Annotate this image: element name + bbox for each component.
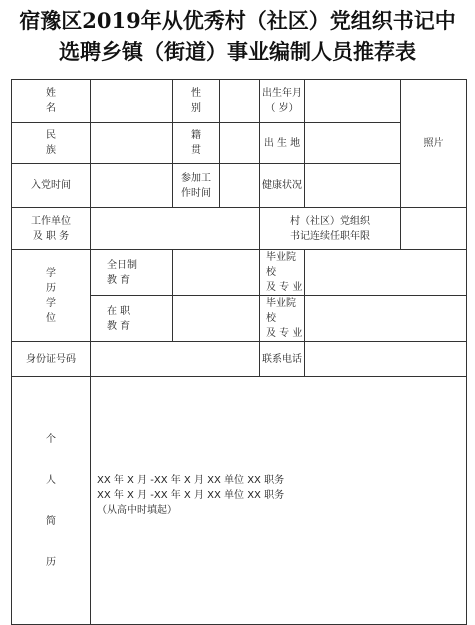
- work-start-label-line-2: 作时间: [181, 187, 211, 199]
- fulltime-label-line-1: 全日制: [107, 259, 137, 271]
- resume-note: （从高中时填起）: [97, 505, 177, 516]
- inservice-school-field[interactable]: [305, 296, 467, 342]
- native-place-field[interactable]: [220, 123, 260, 164]
- inservice-school-label: [260, 296, 305, 342]
- work-unit-field[interactable]: [91, 208, 260, 250]
- education-label: [12, 250, 91, 342]
- inservice-education-label: [91, 296, 173, 342]
- form-title-line-1: 宿豫区2019年从优秀村（社区）党组织书记中: [19, 8, 456, 33]
- phone-label: 联系电话: [260, 342, 305, 377]
- fulltime-school-field[interactable]: [305, 250, 467, 296]
- education-label-line-2: 学 位: [46, 297, 70, 324]
- school-label-line-2: 及 专 业: [266, 282, 303, 293]
- birthplace-field[interactable]: [305, 123, 401, 164]
- secretary-years-label: [260, 208, 401, 250]
- resume-line-2: XX 年 X 月 -XX 年 X 月 XX 单位 XX 职务: [97, 490, 285, 501]
- id-number-label: 身份证号码: [12, 342, 91, 377]
- ethnicity-field[interactable]: [91, 123, 173, 164]
- ethnicity-label: 民 族: [12, 123, 91, 164]
- birth-label-line-1: 出生年月: [262, 88, 302, 99]
- work-unit-label-line-1: 工作单位: [31, 215, 71, 227]
- fulltime-school-label: [260, 250, 305, 296]
- party-date-label: 入党时间: [12, 164, 91, 208]
- id-number-field[interactable]: [91, 342, 260, 377]
- phone-field[interactable]: [305, 342, 467, 377]
- work-start-label-line-1: 参加工: [181, 172, 211, 184]
- school2-label-line-2: 及 专 业: [266, 328, 303, 339]
- fulltime-education-field[interactable]: [173, 250, 260, 296]
- resume-field[interactable]: [91, 377, 467, 625]
- inservice-education-field[interactable]: [173, 296, 260, 342]
- work-start-field[interactable]: [220, 164, 260, 208]
- birth-label: [260, 80, 305, 123]
- work-start-label: [173, 164, 220, 208]
- gender-label: 性 别: [173, 80, 220, 123]
- work-unit-label-line-2: 及 职 务: [32, 230, 70, 242]
- secretary-years-label-line-2: 书记连续任职年限: [290, 230, 370, 242]
- fulltime-education-label: [91, 250, 173, 296]
- recommendation-form-table: [11, 79, 467, 625]
- inservice-label-line-2: 教 育: [107, 320, 131, 332]
- birthplace-label: 出 生 地: [260, 123, 305, 164]
- photo-cell[interactable]: 照片: [401, 80, 467, 208]
- gender-field[interactable]: [220, 80, 260, 123]
- health-label: 健康状况: [260, 164, 305, 208]
- party-date-field[interactable]: [91, 164, 173, 208]
- birth-field[interactable]: [305, 80, 401, 123]
- form-title-line-2: 选聘乡镇（街道）事业编制人员推荐表: [59, 39, 416, 64]
- resume-label: [12, 377, 91, 625]
- secretary-years-field[interactable]: [401, 208, 467, 250]
- fulltime-label-line-2: 教 育: [107, 274, 131, 286]
- resume-label-char-4: 历: [46, 556, 56, 568]
- secretary-years-label-line-1: 村（社区）党组织: [290, 215, 370, 227]
- school-label-line-1: 毕业院校: [266, 252, 296, 278]
- health-field[interactable]: [305, 164, 401, 208]
- resume-line-1: XX 年 X 月 -XX 年 X 月 XX 单位 XX 职务: [97, 475, 285, 486]
- native-place-label: 籍 贯: [173, 123, 220, 164]
- inservice-label-line-1: 在 职: [107, 305, 131, 317]
- birth-label-line-2: （ 岁）: [265, 103, 299, 114]
- resume-label-char-3: 简: [46, 515, 56, 527]
- education-label-line-1: 学 历: [46, 267, 70, 294]
- resume-label-char-2: 人: [46, 474, 56, 486]
- work-unit-label: [12, 208, 91, 250]
- name-field[interactable]: [91, 80, 173, 123]
- school2-label-line-1: 毕业院校: [266, 298, 296, 324]
- name-label: 姓 名: [12, 80, 91, 123]
- resume-label-char-1: 个: [46, 433, 56, 445]
